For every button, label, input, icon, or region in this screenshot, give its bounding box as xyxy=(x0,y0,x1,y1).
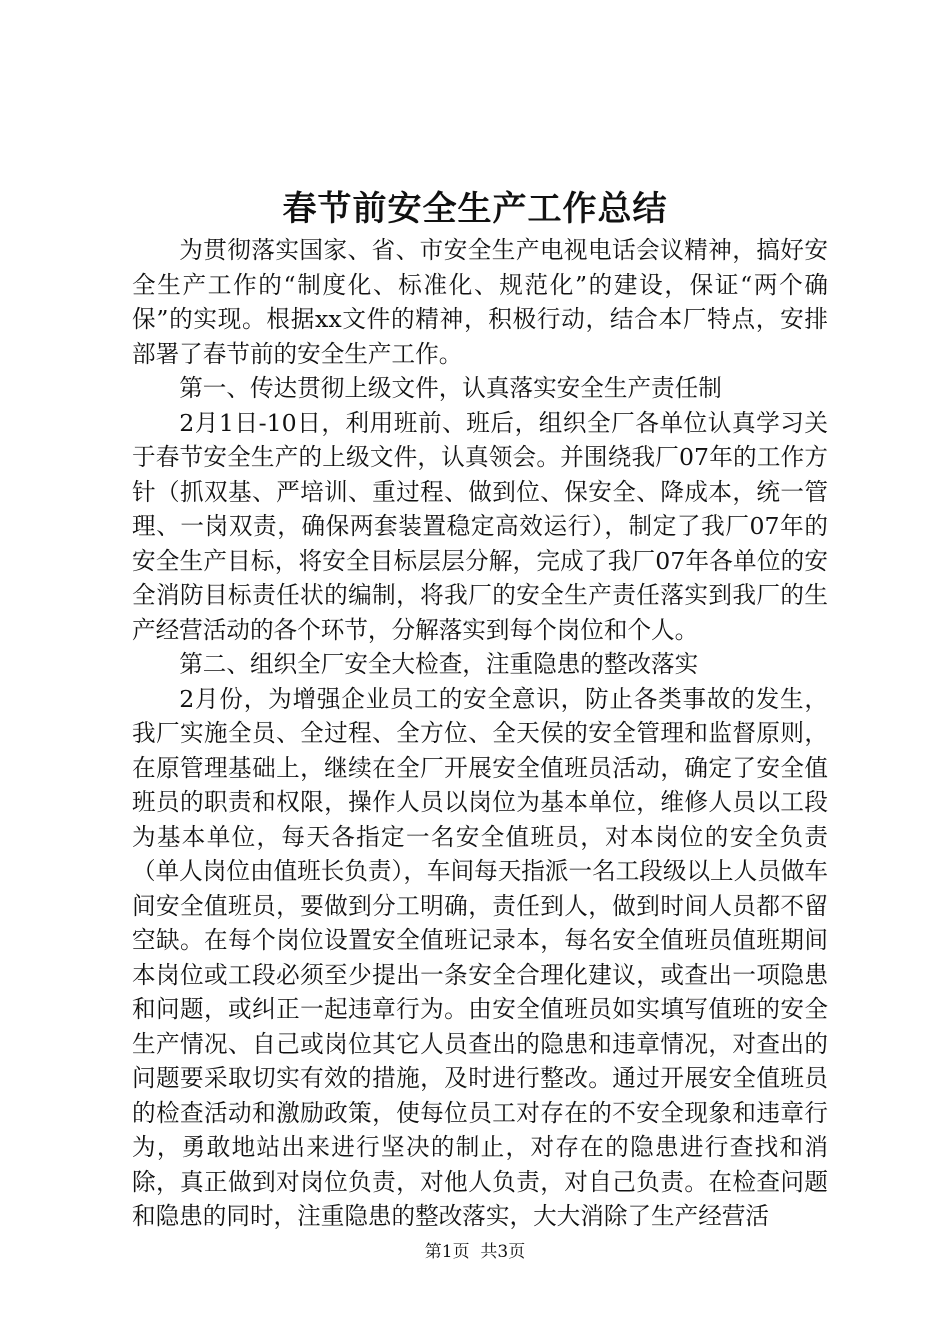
page-number: 第1页 共3页 xyxy=(424,1242,526,1262)
section-2-paragraph: 2月份，为增强企业员工的安全意识，防止各类事故的发生，我厂实施全员、全过程、全方位、全天侯的安全管理和监督原则，在原管理基础上，继续在全厂开展安全值班员活动，确定了安全值班员的职责和权限，操作人员以岗位为基本单位，维修人员以工段为基本单位，每天各指定一名安全值班员，对本岗位的安全负责（单人岗位由值班长负责），车间每天指派一名工段级以上人员做车间安全值班员，要做到分工明确，责任到人，做到时间人员都不留空缺。在每个岗位设置安全值班记录本，每名安全值班员值班期间本岗位或工段必须至少提出一条安全合理化建议，或查出一项隐患和问题，或纠正一起违章行为。由安全值班员如实填写值班的安全生产情况、自己或岗位其它人员查出的隐患和违章情况，对查出的问题要采取切实有效的措施，及时进行整改。通过开展安全值班员的检查活动和激励政策，使每位员工对存在的不安全现象和违章行为，勇敢地站出来进行坚决的制止，对存在的隐患进行查找和消除，真正做到对岗位负责，对他人负责，对自己负责。在检查问题和隐患的同时，注重隐患的整改落实，大大消除了生产经营活 xyxy=(132,684,829,1230)
section-heading-1: 第一、传达贯彻上级文件，认真落实安全生产责任制 xyxy=(179,374,722,402)
section-heading-2: 第二、组织全厂安全大检查，注重隐患的整改落实 xyxy=(179,650,699,678)
document-body xyxy=(132,233,828,1234)
intro-paragraph: 为贯彻落实国家、省、市安全生产电视电话会议精神，搞好安全生产工作的“制度化、标准化、规范化”的建设，保证“两个确保”的实现。根据xx文件的精神，积极行动，结合本厂特点，安排部署了春节前的安全生产工作。 xyxy=(132,236,828,368)
document-title: 春节前安全生产工作总结 xyxy=(282,189,668,229)
page-footer xyxy=(0,1240,950,1264)
section-1-paragraph: 2月1日-10日，利用班前、班后，组织全厂各单位认真学习关于春节安全生产的上级文件，认真领会。并围绕我厂07年的工作方针（抓双基、严培训、重过程、做到位、保安全、降成本，统一管理、一岗双责，确保两套装置稳定高效运行），制定了我厂07年的安全生产目标，将安全目标层层分解，完成了我厂07年各单位的安全消防目标责任状的编制，将我厂的安全生产责任落实到我厂的生产经营活动的各个环节，分解落实到每个岗位和个人。 xyxy=(132,408,828,644)
